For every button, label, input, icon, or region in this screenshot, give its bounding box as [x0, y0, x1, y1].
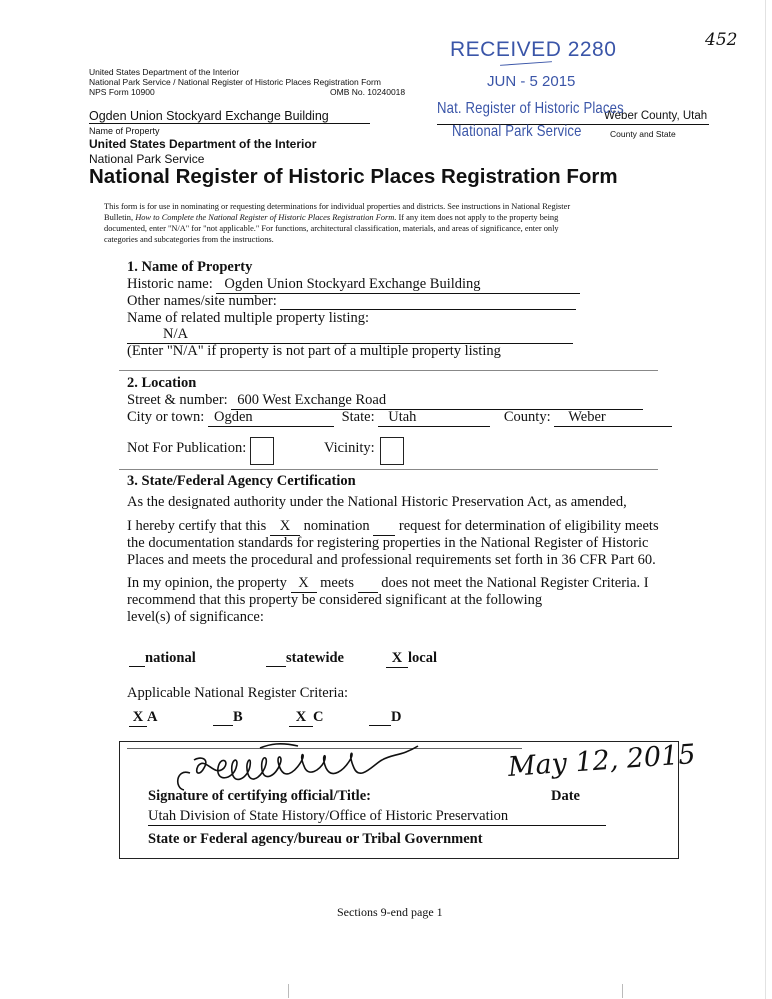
criteria-c-label: C: [313, 709, 324, 725]
state-value: Utah: [378, 409, 490, 427]
vicinity-checkbox[interactable]: [380, 437, 404, 465]
header-county-state: Weber County, Utah: [604, 110, 708, 122]
criteria-a-mark: X: [129, 709, 147, 727]
national-mark: [129, 652, 145, 667]
criteria-b-mark: [213, 711, 233, 726]
criteria-d-mark: [369, 711, 391, 726]
section1-heading: 1. Name of Property: [127, 259, 253, 275]
level-statewide-label: statewide: [286, 650, 344, 666]
opinion-line-3: level(s) of significance:: [127, 609, 264, 625]
section2-divider: [119, 469, 658, 470]
county-label: County:: [503, 409, 551, 425]
criteria-c: [289, 709, 323, 727]
not-meets-mark: [358, 578, 378, 593]
authority-statement: As the designated authority under the National Historic Preservation Act, as amended,: [127, 494, 627, 510]
level-national: [129, 650, 196, 667]
multiple-listing-value: N/A: [127, 326, 573, 344]
certify-text-c: request for determination of eligibility meets: [398, 518, 659, 534]
criteria-label: Applicable National Register Criteria:: [127, 685, 349, 701]
intro-line-4: categories and subcategories from the instructions.: [104, 235, 274, 244]
section1-divider: [119, 370, 658, 371]
intro-line-1: This form is for use in nominating or requesting determinations for individual properties and districts. See instructions in National Register: [104, 202, 571, 211]
street-label: Street & number:: [127, 392, 228, 408]
office-value: Utah Division of State History/Office of Historic Preservation: [148, 808, 606, 826]
opinion-line-2: recommend that this property be considered significant at the following: [127, 592, 543, 608]
multiple-listing-note: (Enter "N/A" if property is not part of a multiple property listing: [127, 343, 501, 359]
certify-line: [127, 518, 659, 536]
header-nps-form: NPS Form 10900: [89, 87, 155, 97]
other-names-label: Other names/site number:: [127, 293, 277, 309]
header-service-line: National Park Service / National Register of Historic Places Registration Form: [89, 77, 381, 87]
vicinity-label: Vicinity:: [324, 440, 375, 456]
header-dept: United States Department of the Interior: [89, 67, 240, 77]
opinion-line: [127, 575, 649, 593]
criteria-b-label: B: [233, 709, 243, 725]
state-label: State:: [341, 409, 375, 425]
intro-line-3: documented, enter "N/A" for "not applicable." For functions, architectural classification, materials, and areas of significance, enter only: [104, 224, 559, 233]
street-row: [127, 392, 643, 410]
criteria-a-label: A: [147, 709, 158, 725]
certify-text-a: I hereby certify that this: [127, 518, 270, 534]
office-row: [148, 808, 606, 826]
corner-handwritten-note: 452: [705, 30, 738, 50]
intro-line-2c: If any item does not apply to the property being: [396, 213, 559, 222]
level-local-label: local: [408, 650, 437, 666]
scan-mark-left: [288, 984, 289, 998]
city-label: City or town:: [127, 409, 205, 425]
meets-mark: X: [291, 575, 317, 593]
stamp-date: JUN - 5 2015: [487, 73, 576, 90]
certify-line-2: the documentation standards for registering properties in the National Register of Historic: [127, 535, 649, 551]
criteria-b: [213, 709, 243, 726]
city-value: Ogden: [208, 409, 334, 427]
section2-heading: 2. Location: [127, 375, 197, 391]
multiple-listing-row: [127, 326, 573, 344]
opinion-text-a: In my opinion, the property: [127, 575, 291, 591]
stamp-line-2: National Park Service: [452, 123, 582, 140]
street-value: 600 West Exchange Road: [231, 392, 643, 410]
level-national-label: national: [145, 650, 196, 666]
section3-heading: 3. State/Federal Agency Certification: [127, 473, 356, 489]
header-property-name: Ogden Union Stockyard Exchange Building: [89, 109, 370, 124]
header-property-name-label: Name of Property: [89, 126, 160, 136]
government-label: State or Federal agency/bureau or Tribal Government: [148, 831, 483, 847]
header-county-state-label: County and State: [610, 129, 676, 139]
other-names-value: [280, 295, 576, 310]
scan-mark-right: [622, 984, 623, 998]
criteria-d: [369, 709, 401, 726]
header-omb: OMB No. 10240018: [330, 87, 406, 97]
statewide-mark: [266, 652, 286, 667]
not-for-publication-label: Not For Publication:: [127, 440, 247, 456]
scan-edge: [765, 0, 766, 999]
historic-name-row: [127, 276, 580, 294]
criteria-d-label: D: [391, 709, 402, 725]
header-dept-bold: United States Department of the Interior: [89, 137, 317, 151]
criteria-a: [129, 709, 157, 727]
multiple-listing-label: Name of related multiple property listing:: [127, 310, 370, 326]
level-local: [386, 650, 437, 668]
handwritten-date: May 12, 2015: [506, 738, 697, 783]
not-for-publication-checkbox[interactable]: [250, 437, 274, 465]
page-footer: Sections 9-end page 1: [337, 905, 443, 919]
opinion-text-c: does not meet the National Register Criteria. I: [381, 575, 649, 591]
criteria-c-mark: X: [289, 709, 313, 727]
received-stamp: RECEIVED 2280: [450, 38, 617, 61]
level-statewide: [266, 650, 344, 667]
stamp-line-1: Nat. Register of Historic Places: [437, 100, 624, 117]
other-names-row: [127, 293, 576, 310]
header-nps: National Park Service: [89, 152, 205, 166]
signature-label: Signature of certifying official/Title:: [148, 788, 371, 804]
city-row: [127, 409, 672, 427]
form-title: National Register of Historic Places Registration Form: [89, 165, 618, 188]
historic-name-value: Ogden Union Stockyard Exchange Building: [216, 276, 580, 294]
intro-line-2: [104, 213, 558, 222]
intro-line-2a: Bulletin,: [104, 213, 136, 222]
certify-text-b: nomination: [303, 518, 374, 534]
intro-bulletin-title: How to Complete the National Register of Historic Places Registration Form.: [135, 213, 397, 222]
opinion-text-b: meets: [320, 575, 358, 591]
county-value: Weber: [554, 409, 672, 427]
certify-line-3: Places and meets the procedural and professional requirements set forth in 36 CFR Part 60.: [127, 552, 656, 568]
date-label: Date: [551, 788, 580, 804]
historic-name-label: Historic name:: [127, 276, 213, 292]
request-mark: [373, 521, 395, 536]
nomination-mark: X: [270, 518, 300, 536]
local-mark: X: [386, 650, 408, 668]
